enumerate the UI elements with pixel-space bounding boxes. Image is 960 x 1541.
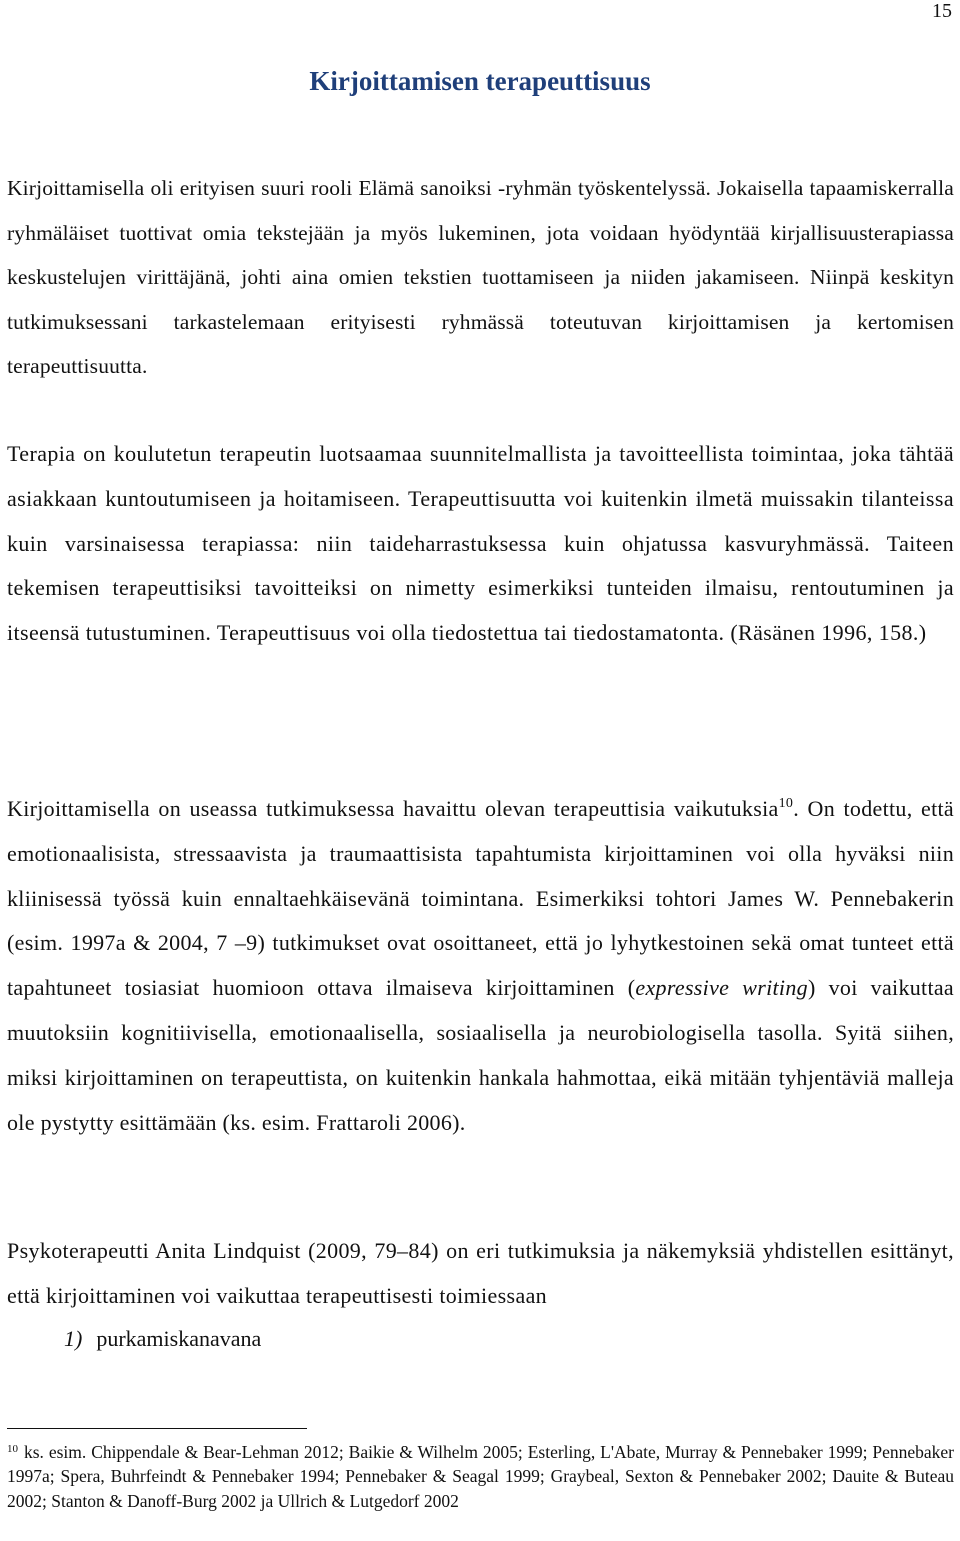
footnote-text: ks. esim. Chippendale & Bear-Lehman 2012; Baikie & Wilhelm 2005; Esterling, L'Abate, Murray & Pennebaker 1999; Pennebaker 1997a; Spera, Buhrfeindt & Pennebaker 1994; Pennebaker & Seagal 1999; Graybeal, Sexton & Pennebaker 2002; Dauite & Buteau 2002; Stanton & Danoff-Burg 2002 ja Ullrich & Lutgedorf 2002 bbox=[7, 1442, 954, 1511]
footnote-number: 10 bbox=[7, 1443, 18, 1455]
list-item bbox=[64, 1316, 261, 1361]
paragraph-3-text-b: . On todettu, että emotionaalisista, stressaavista ja traumaattisista tapahtumista kirjoittaminen voi olla hyväksi niin kliinisessä työssä kuin ennaltaehkäisevänä toimintana. Esimerkiksi tohtori James W. Pennebakerin (esim. 1997a & 2004, 7 –9) tutkimukset ovat osoittaneet, että jo lyhytkestoinen sekä omat tunteet että tapahtuneet tosiasiat huomioon ottava ilmaiseva kirjoittaminen ( bbox=[7, 796, 954, 1001]
page-number: 15 bbox=[932, 0, 952, 22]
list-item-text: purkamiskanavana bbox=[96, 1326, 262, 1351]
paragraph-1: Kirjoittamisella oli erityisen suuri rooli Elämä sanoiksi -ryhmän työskentelyssä. Jokaisella tapaamiskerralla ryhmäläiset tuottivat omia tekstejään ja myös lukeminen, jota voidaan hyödyntää kirjallisuusterapiassa keskustelujen virittäjänä, johti aina omien tekstien tuottamiseen ja niiden jakamiseen. Niinpä keskityn tutkimuksessani tarkastelemaan erityisesti ryhmässä toteutuvan kirjoittamisen ja kertomisen terapeuttisuutta. bbox=[7, 176, 954, 378]
paragraph-3-italic-term: expressive writing bbox=[635, 975, 808, 1001]
paragraph-3-text-c: ) voi vaikuttaa muutoksiin kognitiivisella, emotionaalisella, sosiaalisella ja neurobiologisella tasolla. Syitä siihen, miksi kirjoittaminen on terapeuttista, on kuitenkin hankala hahmottaa, eikä mitään tyhjentäviä malleja ole pystytty esittämään (ks. esim. Frattaroli 2006). bbox=[7, 975, 954, 1135]
footnote bbox=[7, 1440, 954, 1513]
list-item-number: 1) bbox=[64, 1326, 83, 1351]
paragraph-3-text-a: Kirjoittamisella on useassa tutkimuksessa havaittu olevan terapeuttisia vaikutuksia bbox=[7, 796, 779, 821]
footnote-divider bbox=[7, 1428, 307, 1429]
section-title: Kirjoittamisen terapeuttisuus bbox=[309, 66, 651, 96]
paragraph-2: Terapia on koulutetun terapeutin luotsaamaa suunnitelmallista ja tavoitteellista toimintaa, joka tähtää asiakkaan kuntoutumiseen ja hoitamiseen. Terapeuttisuutta voi kuitenkin ilmetä muissakin tilanteissa kuin varsinaisessa terapiassa: niin taideharrastuksessa kuin ohjatussa kasvuryhmässä. Taiteen tekemisen terapeuttisiksi tavoitteiksi on nimetty esimerkiksi tunteiden ilmaisu, rentoutuminen ja itseensä tutustuminen. Terapeuttisuus voi olla tiedostettua tai tiedostamatonta. (Räsänen 1996, 158.) bbox=[7, 441, 954, 646]
paragraph-4: Psykoterapeutti Anita Lindquist (2009, 79–84) on eri tutkimuksia ja näkemyksiä yhdistellen esittänyt, että kirjoittaminen voi vaikuttaa terapeuttisesti toimiessaan bbox=[7, 1238, 954, 1308]
footnote-reference: 10 bbox=[778, 796, 794, 811]
paragraph-3 bbox=[7, 787, 954, 1145]
